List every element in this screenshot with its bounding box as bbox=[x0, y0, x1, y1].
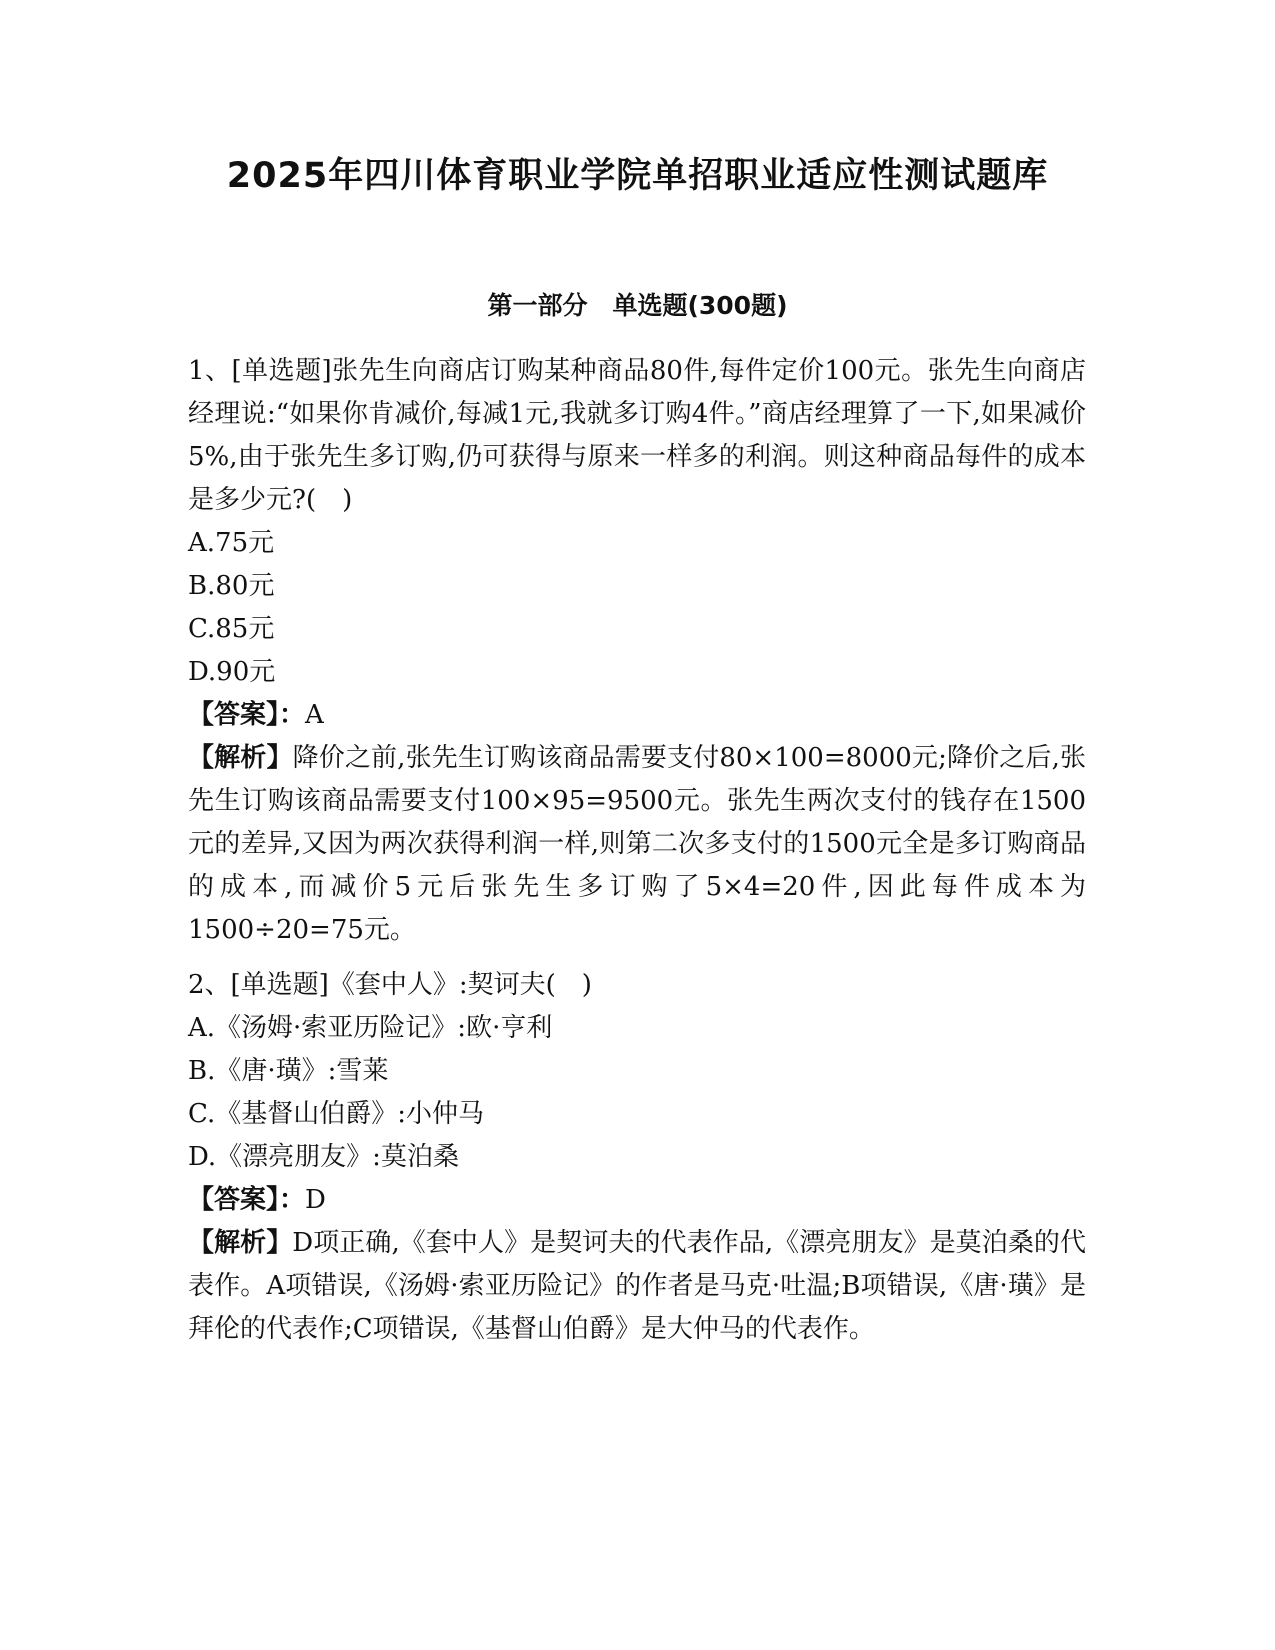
answer-value: D bbox=[305, 1185, 326, 1215]
question-list bbox=[188, 350, 1086, 1351]
question-item bbox=[188, 964, 1086, 1351]
option-b: B.80元 bbox=[188, 571, 275, 601]
analysis-paragraph bbox=[188, 737, 1086, 952]
answer-line bbox=[188, 694, 1086, 737]
section-heading: 第一部分 单选题(300题) bbox=[487, 291, 788, 320]
analysis-paragraph bbox=[188, 1222, 1086, 1351]
option-a: A.75元 bbox=[188, 528, 275, 558]
analysis-text: 降价之前,张先生订购该商品需要支付80×100=8000元;降价之后,张先生订购该商品需要支付100×95=9500元。张先生两次支付的钱存在1500元的差异,又因为两次获得利润一样,则第二次多支付的1500元全是多订购商品的成本,而减价5元后张先生多订购了5×4=20件,因此每件成本为1500÷20=75元。 bbox=[188, 743, 1086, 945]
question-stem: 1、[单选题]张先生向商店订购某种商品80件,每件定价100元。张先生向商店经理说:“如果你肯减价,每减1元,我就多订购4件。”商店经理算了一下,如果减价5%,由于张先生多订购,仍可获得与原来一样多的利润。则这种商品每件的成本是多少元?( ) bbox=[188, 356, 1086, 515]
answer-label: 【答案】： bbox=[188, 1185, 306, 1215]
answer-value: A bbox=[305, 700, 324, 730]
question-stem: 2、[单选题]《套中人》:契诃夫( ) bbox=[188, 970, 592, 1000]
analysis-label: 【解析】 bbox=[188, 1228, 293, 1258]
option-a: A.《汤姆·索亚历险记》:欧·亨利 bbox=[188, 1013, 553, 1043]
option-d: D.90元 bbox=[188, 657, 276, 687]
document-title: 2025年四川体育职业学院单招职业适应性测试题库 bbox=[226, 156, 1049, 196]
option-d: D.《漂亮朋友》:莫泊桑 bbox=[188, 1142, 459, 1172]
analysis-text: D项正确,《套中人》是契诃夫的代表作品,《漂亮朋友》是莫泊桑的代表作。A项错误,《汤姆·索亚历险记》的作者是马克·吐温;B项错误,《唐·璜》是拜伦的代表作;C项错误,《基督山伯爵》是大仲马的代表作。 bbox=[188, 1228, 1086, 1344]
option-b: B.《唐·璜》:雪莱 bbox=[188, 1056, 389, 1086]
answer-label: 【答案】： bbox=[188, 700, 306, 730]
answer-line bbox=[188, 1179, 1086, 1222]
question-item bbox=[188, 350, 1086, 952]
analysis-label: 【解析】 bbox=[188, 743, 293, 773]
option-c: C.85元 bbox=[188, 614, 275, 644]
option-c: C.《基督山伯爵》:小仲马 bbox=[188, 1099, 484, 1129]
